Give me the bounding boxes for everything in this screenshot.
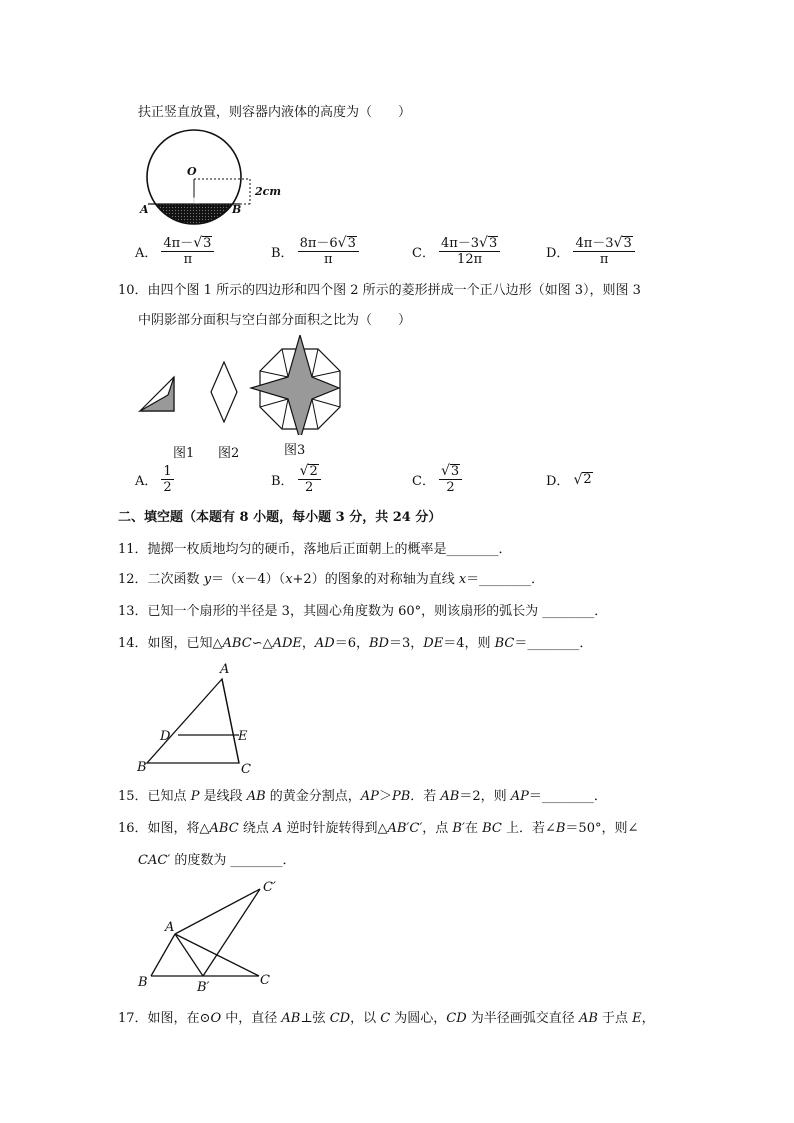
q10-option-a bbox=[135, 464, 174, 495]
denominator: π bbox=[599, 252, 609, 267]
label-B: B bbox=[232, 203, 242, 216]
label-B: B bbox=[138, 975, 148, 990]
radicand: 3 bbox=[203, 236, 212, 251]
q10-figures bbox=[135, 335, 350, 465]
option-label: C． bbox=[412, 246, 435, 261]
radicand: 3 bbox=[623, 236, 632, 251]
radicand: 2 bbox=[309, 464, 318, 479]
q10-text-line1: 10．由四个图 1 所示的四边形和四个图 2 所示的菱形拼成一个正八边形（如图 3），则图 3 bbox=[118, 283, 641, 298]
section-heading: 二、填空题（本题有 8 小题，每小题 3 分，共 24 分） bbox=[118, 510, 442, 525]
denominator: π bbox=[323, 252, 333, 267]
caption-fig2: 图2 bbox=[218, 446, 240, 461]
option-label: A． bbox=[135, 474, 158, 489]
numerator-text: 4π－3 bbox=[440, 236, 480, 251]
q14-triangle-figure bbox=[135, 660, 265, 780]
q9-option-c: C． 4π－3 √ 3 12π bbox=[412, 236, 500, 267]
q10-text-line2: 中阴影部分面积与空白部分面积之比为（ ） bbox=[138, 313, 412, 328]
denominator: 2 bbox=[305, 480, 314, 495]
option-label: D． bbox=[546, 246, 570, 261]
q10-option-d: D． √ 2 bbox=[546, 471, 592, 489]
q9-option-a: A． 4π－ √ 3 π bbox=[135, 236, 214, 267]
q9-circle-figure bbox=[135, 128, 305, 228]
numerator-text: 8π－6 bbox=[299, 236, 338, 251]
q9-text: 扶正竖直放置，则容器内液体的高度为（ ） bbox=[138, 105, 412, 120]
label-O: O bbox=[187, 165, 197, 178]
q16-text-line1: 16．如图，将△ABC 绕点 A 逆时针旋转得到△AB′C′，点 B′在 BC 上．若∠B＝50°，则∠ bbox=[118, 821, 639, 836]
q15-text: 15．已知点 P 是线段 AB 的黄金分割点，AP＞PB．若 AB＝2，则 AP＝________． bbox=[118, 789, 607, 804]
label-A: A bbox=[220, 662, 230, 677]
option-label: B． bbox=[271, 246, 294, 261]
q12-text: 12．二次函数 y＝（x－4）（x+2）的图象的对称轴为直线 x＝________． bbox=[118, 572, 545, 587]
numerator: 1 bbox=[163, 464, 172, 479]
q11-text: 11．抛掷一枚质地均匀的硬币，落地后正面朝上的概率是________． bbox=[118, 542, 512, 557]
radicand: 3 bbox=[450, 464, 460, 479]
radicand: 2 bbox=[583, 471, 592, 487]
caption-fig1: 图1 bbox=[173, 446, 195, 461]
q13-text: 13．已知一个扇形的半径是 3，其圆心角度数为 60°，则该扇形的弧长为 ________． bbox=[118, 604, 608, 619]
option-label: D． bbox=[546, 474, 570, 489]
label-B-prime: B′ bbox=[197, 980, 210, 995]
q9-option-b: B． 8π－6 √ 3 π bbox=[271, 236, 359, 267]
radicand: 3 bbox=[347, 236, 356, 251]
numerator-text: 4π－3 bbox=[575, 236, 614, 251]
label-C: C bbox=[241, 762, 251, 777]
label-D: D bbox=[160, 729, 171, 744]
numerator-text: 4π－ bbox=[163, 236, 194, 251]
denominator: 12π bbox=[457, 252, 483, 267]
label-E: E bbox=[238, 729, 248, 744]
label-A: A bbox=[165, 920, 175, 935]
option-label: C． bbox=[412, 474, 435, 489]
q9-option-d: D． 4π－3 √ 3 π bbox=[546, 236, 635, 267]
q10-option-b: B． √ 2 2 bbox=[271, 464, 321, 495]
label-2cm: 2cm bbox=[255, 185, 281, 198]
q14-text: 14．如图，已知△ABC∽△ADE，AD＝6，BD＝3，DE＝4，则 BC＝________． bbox=[118, 636, 593, 651]
option-label: B． bbox=[271, 474, 294, 489]
label-A: A bbox=[140, 203, 149, 216]
caption-fig3: 图3 bbox=[284, 443, 306, 458]
denominator: 2 bbox=[446, 480, 455, 495]
q17-text: 17．如图，在⊙O 中，直径 AB⊥弦 CD，以 C 为圆心，CD 为半径画弧交直径 AB 于点 E， bbox=[118, 1011, 655, 1026]
q16-rotation-figure bbox=[135, 880, 295, 1000]
option-label: A． bbox=[135, 246, 158, 261]
denominator: 2 bbox=[163, 480, 172, 495]
radicand: 3 bbox=[488, 236, 498, 251]
q16-text-line2: CAC′ 的度数为 ________． bbox=[138, 853, 296, 868]
q10-option-c: C． √ 3 2 bbox=[412, 464, 462, 495]
label-C: C bbox=[260, 973, 270, 988]
label-B: B bbox=[137, 760, 147, 775]
label-C-prime: C′ bbox=[263, 880, 276, 895]
denominator: π bbox=[183, 252, 193, 267]
